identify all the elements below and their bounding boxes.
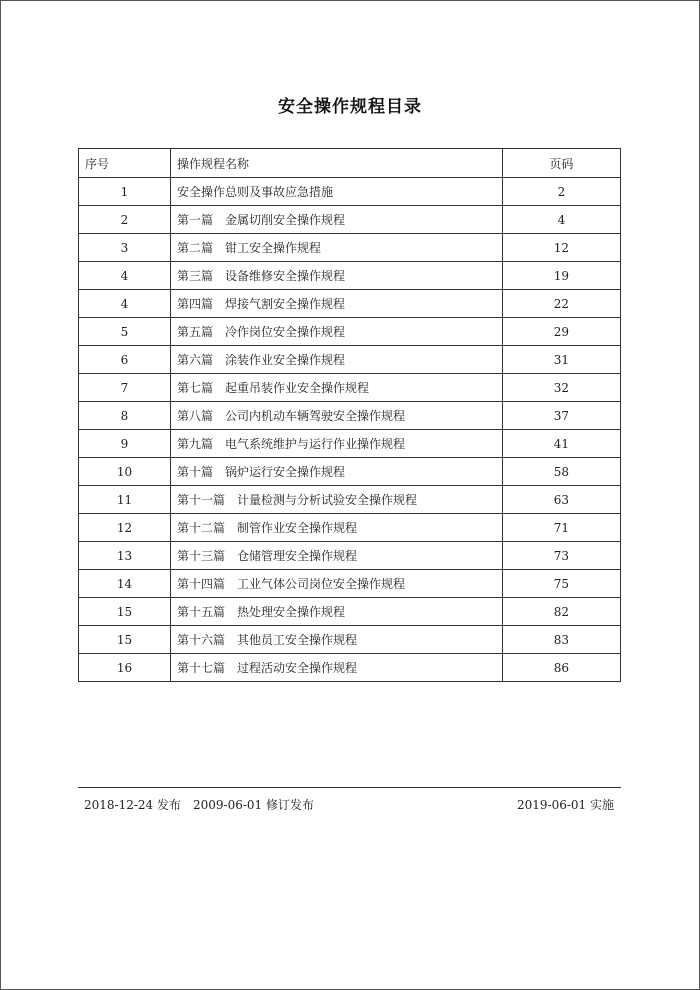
footer-release-dates: 2018-12-24 发布 2009-06-01 修订发布 [84,798,315,812]
row-number: 4 [79,290,171,318]
table-row [79,290,621,318]
table-row [79,458,621,486]
table-row [79,318,621,346]
row-page-number: 2 [502,178,620,206]
row-title: 第一篇 金属切削安全操作规程 [171,206,503,234]
row-page-number: 31 [502,346,620,374]
row-page-number: 19 [502,262,620,290]
row-page-number: 73 [502,542,620,570]
footer-divider [78,787,621,788]
table-row [79,262,621,290]
row-number: 6 [79,346,171,374]
row-title: 安全操作总则及事故应急措施 [171,178,503,206]
row-title: 第十三篇 仓储管理安全操作规程 [171,542,503,570]
table-row [79,374,621,402]
row-title: 第十一篇 计量检测与分析试验安全操作规程 [171,486,503,514]
table-row [79,234,621,262]
row-number: 10 [79,458,171,486]
row-page-number: 37 [502,402,620,430]
row-number: 13 [79,542,171,570]
row-page-number: 71 [502,514,620,542]
table-row [79,402,621,430]
row-page-number: 58 [502,458,620,486]
row-number: 9 [79,430,171,458]
row-page-number: 4 [502,206,620,234]
table-row [79,514,621,542]
row-page-number: 86 [502,654,620,682]
row-number: 4 [79,262,171,290]
row-title: 第九篇 电气系统维护与运行作业操作规程 [171,430,503,458]
row-page-number: 22 [502,290,620,318]
row-number: 15 [79,626,171,654]
row-number: 8 [79,402,171,430]
table-row [79,542,621,570]
row-page-number: 83 [502,626,620,654]
header-no: 序号 [79,149,171,178]
row-page-number: 75 [502,570,620,598]
toc-table [78,148,621,682]
row-number: 5 [79,318,171,346]
row-number: 11 [79,486,171,514]
row-title: 第二篇 钳工安全操作规程 [171,234,503,262]
row-number: 12 [79,514,171,542]
row-page-number: 82 [502,598,620,626]
row-page-number: 63 [502,486,620,514]
row-page-number: 12 [502,234,620,262]
row-number: 7 [79,374,171,402]
table-row [79,626,621,654]
row-title: 第五篇 冷作岗位安全操作规程 [171,318,503,346]
table-row [79,654,621,682]
row-number: 3 [79,234,171,262]
table-row [79,178,621,206]
table-header-row [79,149,621,178]
table-row [79,430,621,458]
row-title: 第十五篇 热处理安全操作规程 [171,598,503,626]
header-name: 操作规程名称 [171,149,503,178]
row-title: 第四篇 焊接气割安全操作规程 [171,290,503,318]
row-page-number: 41 [502,430,620,458]
row-number: 15 [79,598,171,626]
footer-effective-date: 2019-06-01 实施 [516,798,614,812]
row-page-number: 32 [502,374,620,402]
table-row [79,346,621,374]
table-row [79,206,621,234]
table-row [79,598,621,626]
row-title: 第八篇 公司内机动车辆驾驶安全操作规程 [171,402,503,430]
row-title: 第十七篇 过程活动安全操作规程 [171,654,503,682]
row-title: 第十四篇 工业气体公司岗位安全操作规程 [171,570,503,598]
row-page-number: 29 [502,318,620,346]
row-title: 第六篇 涂装作业安全操作规程 [171,346,503,374]
row-title: 第十六篇 其他员工安全操作规程 [171,626,503,654]
row-number: 16 [79,654,171,682]
page-title: 安全操作规程目录 [278,97,422,117]
table-row [79,570,621,598]
row-number: 1 [79,178,171,206]
row-number: 2 [79,206,171,234]
table-row [79,486,621,514]
row-title: 第七篇 起重吊装作业安全操作规程 [171,374,503,402]
row-title: 第十二篇 制管作业安全操作规程 [171,514,503,542]
header-page: 页码 [502,149,620,178]
row-title: 第十篇 锅炉运行安全操作规程 [171,458,503,486]
row-number: 14 [79,570,171,598]
row-title: 第三篇 设备维修安全操作规程 [171,262,503,290]
